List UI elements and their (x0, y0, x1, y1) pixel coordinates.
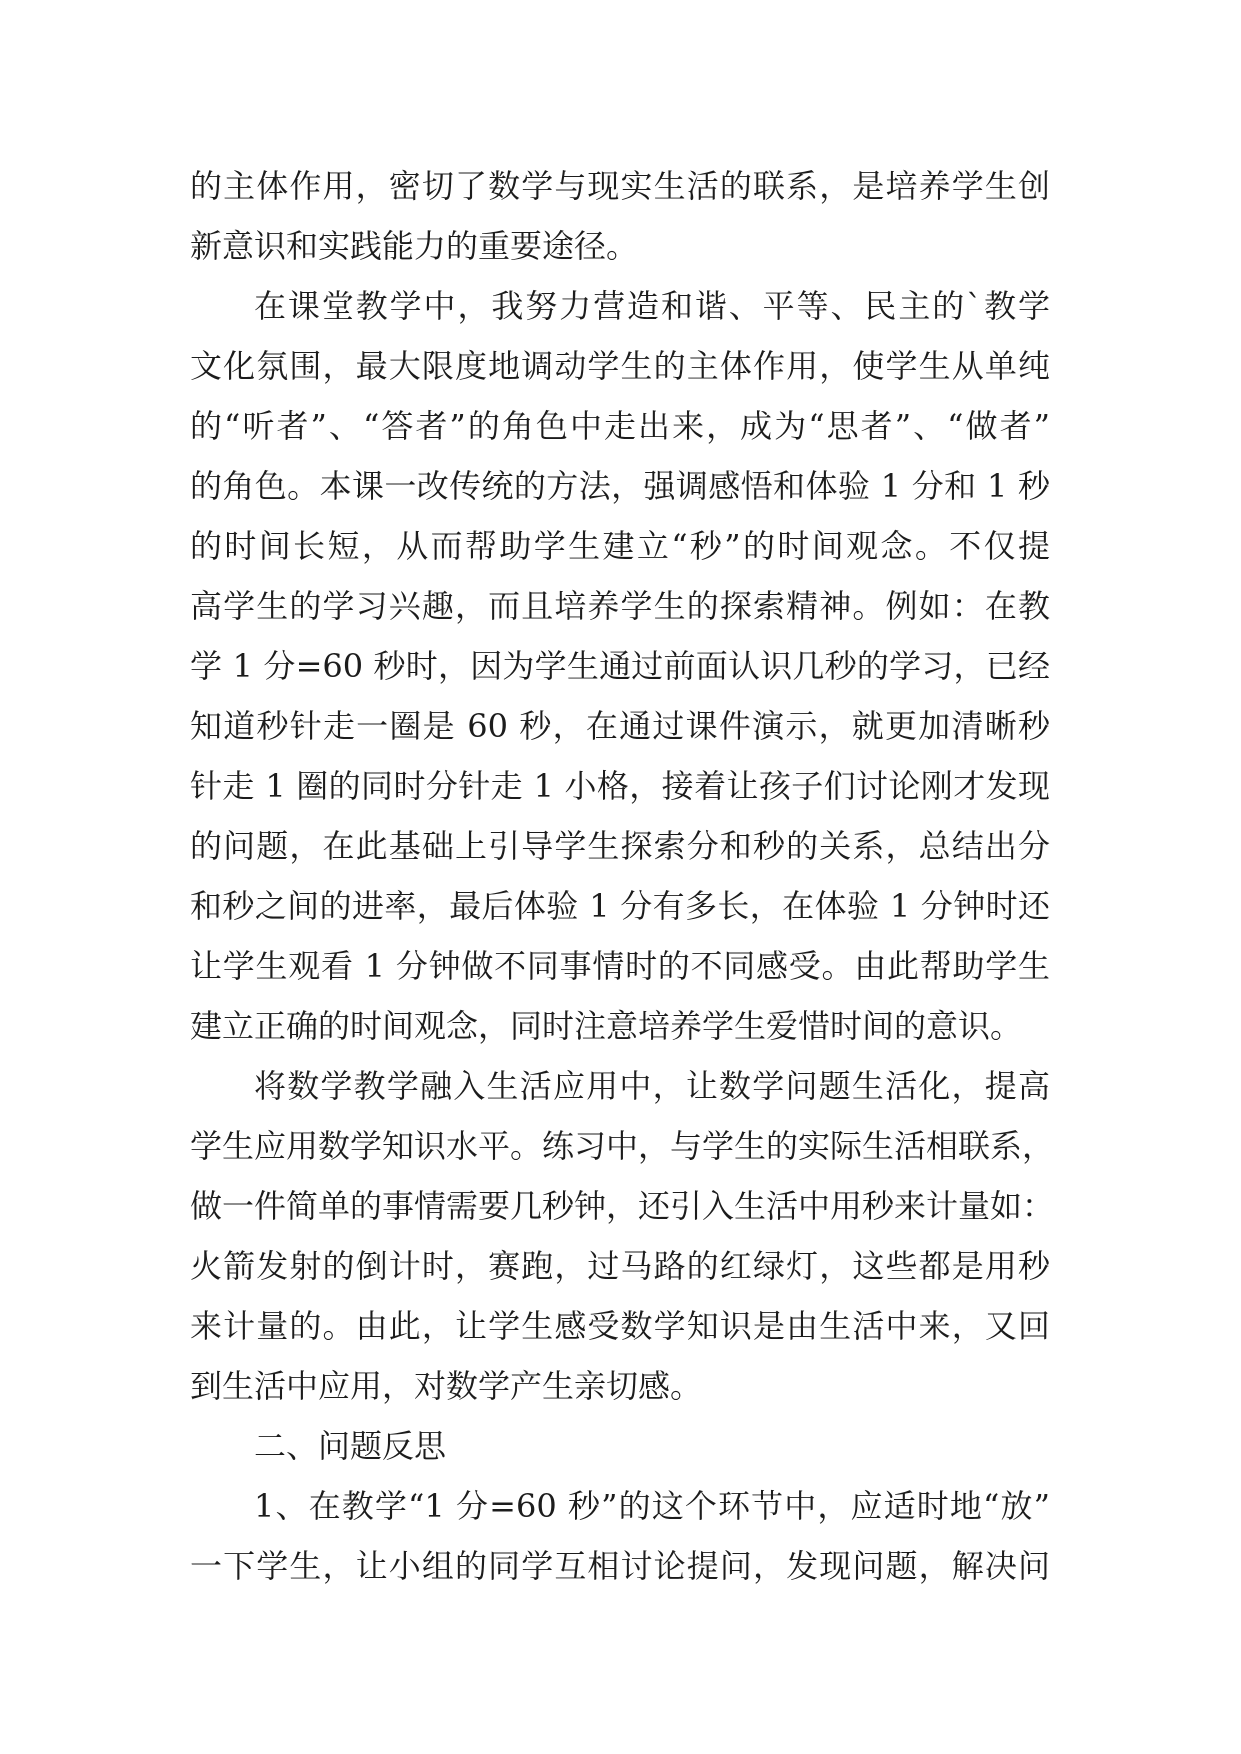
text-line: 的时间长短，从而帮助学生建立“秒”的时间观念。不仅提 (190, 527, 1050, 565)
text-line: 的问题，在此基础上引导学生探索分和秒的关系，总结出分 (190, 827, 1050, 865)
text-line: 一下学生，让小组的同学互相讨论提问，发现问题，解决问 (190, 1547, 1050, 1585)
text-line: 的角色。本课一改传统的方法，强调感悟和体验 1 分和 1 秒 (190, 467, 1050, 505)
text-line: 做一件简单的事情需要几秒钟，还引入生活中用秒来计量如： (190, 1187, 1055, 1225)
text-line: 学 1 分=60 秒时，因为学生通过前面认识几秒的学习，已经 (190, 647, 1050, 685)
text-line: 新意识和实践能力的重要途径。 (190, 227, 639, 265)
text-line: 高学生的学习兴趣，而且培养学生的探索精神。例如：在教 (190, 587, 1050, 625)
text-line: 让学生观看 1 分钟做不同事情时的不同感受。由此帮助学生 (190, 947, 1050, 985)
text-line: 知道秒针走一圈是 60 秒，在通过课件演示，就更加清晰秒 (190, 707, 1050, 745)
text-line: 针走 1 圈的同时分针走 1 小格，接着让孩子们讨论刚才发现 (190, 767, 1050, 805)
text-line: 文化氛围，最大限度地调动学生的主体作用，使学生从单纯 (190, 347, 1050, 385)
text-line: 学生应用数学知识水平。练习中，与学生的实际生活相联系， (190, 1127, 1055, 1165)
text-line: 的主体作用，密切了数学与现实生活的联系，是培养学生创 (190, 167, 1050, 205)
text-line: 和秒之间的进率，最后体验 1 分有多长，在体验 1 分钟时还 (190, 887, 1050, 925)
text-line: 建立正确的时间观念，同时注意培养学生爱惜时间的意识。 (190, 1007, 1023, 1045)
text-line: 的“听者”、“答者”的角色中走出来，成为“思者”、“做者” (190, 407, 1050, 445)
paragraph-first-line: 将数学教学融入生活应用中，让数学问题生活化，提高 (254, 1067, 1050, 1105)
body-text (190, 156, 1055, 1596)
paragraph-first-line: 1、在教学“1 分=60 秒”的这个环节中，应适时地“放” (254, 1487, 1050, 1525)
text-line: 火箭发射的倒计时，赛跑，过马路的红绿灯，这些都是用秒 (190, 1247, 1050, 1285)
section-heading: 二、问题反思 (254, 1427, 447, 1465)
text-line: 到生活中应用，对数学产生亲切感。 (190, 1367, 703, 1405)
text-line: 来计量的。由此，让学生感受数学知识是由生活中来，又回 (190, 1307, 1050, 1345)
paragraph-first-line: 在课堂教学中，我努力营造和谐、平等、民主的`教学 (254, 287, 1050, 325)
